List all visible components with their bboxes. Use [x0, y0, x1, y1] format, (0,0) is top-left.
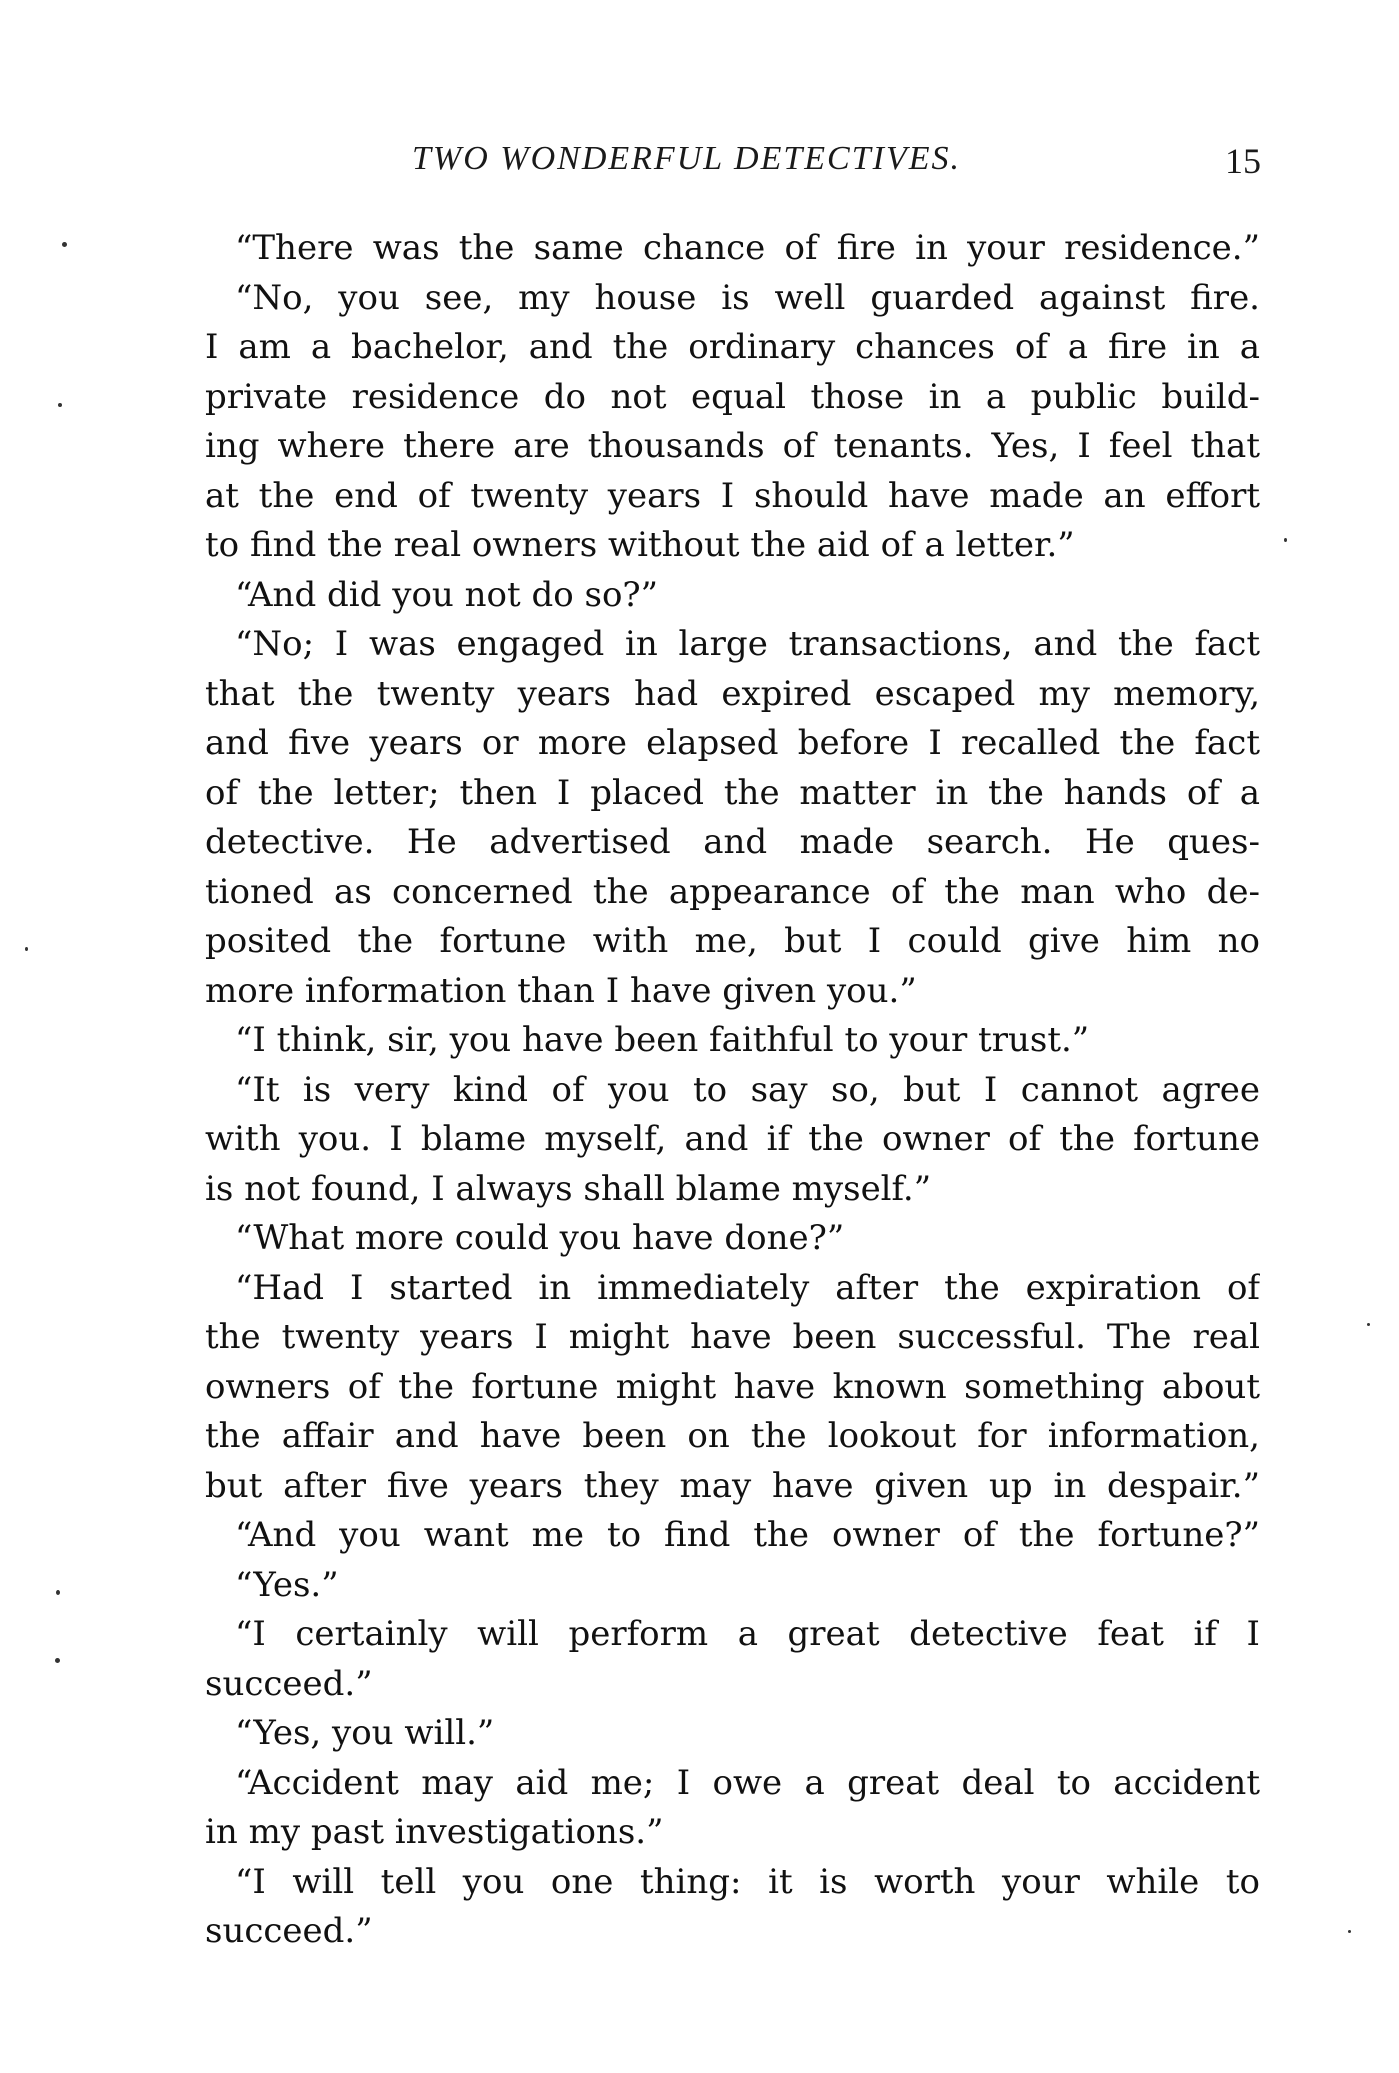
scan-speck [25, 947, 28, 951]
text-line: detective. He advertised and made search. He ques- [205, 822, 1260, 862]
text-line: that the twenty years had expired escaped my memory, [205, 673, 1260, 714]
text-line: the twenty years I might have been successful. The real [205, 1317, 1260, 1357]
text-line: “Yes, you will.” [235, 1713, 495, 1753]
text-line: “And did you not do so?” [235, 574, 659, 615]
text-line: succeed.” [205, 1663, 373, 1704]
text-line: “Accident may aid me; I owe a great deal to accident [235, 1762, 1260, 1803]
text-line: to find the real owners without the aid of a letter.” [205, 525, 1075, 565]
text-line: is not found, I always shall blame myself.” [205, 1168, 932, 1209]
scan-speck [55, 1658, 60, 1663]
text-line: “Had I started in immediately after the expiration of [235, 1267, 1260, 1308]
text-line: “No, you see, my house is well guarded against fire. [235, 277, 1260, 318]
scan-speck [1284, 538, 1287, 542]
scan-speck [62, 242, 67, 247]
text-line: succeed.” [205, 1911, 373, 1951]
text-line: and five years or more elapsed before I recalled the fact [205, 723, 1260, 763]
text-line: “Yes.” [235, 1564, 339, 1605]
scan-speck [56, 1590, 60, 1595]
text-line: the affair and have been on the lookout for information, [205, 1416, 1260, 1456]
text-line: in my past investigations.” [205, 1812, 664, 1852]
text-line: posited the fortune with me, but I could give him no [205, 921, 1260, 961]
text-line: “It is very kind of you to say so, but I cannot agree [235, 1069, 1260, 1110]
text-line: “There was the same chance of fire in your residence.” [235, 228, 1260, 268]
text-line: “What more could you have done?” [235, 1218, 845, 1258]
text-line: but after five years they may have given up in despair.” [205, 1465, 1260, 1506]
page-number: 15 [1225, 141, 1261, 181]
text-line: tioned as concerned the appearance of the man who de- [205, 871, 1260, 912]
scan-speck [58, 403, 62, 407]
text-line: of the letter; then I placed the matter in the hands of a [205, 772, 1260, 813]
text-line: “I will tell you one thing: it is worth your while to [235, 1861, 1260, 1902]
text-line: “And you want me to find the owner of the fortune?” [235, 1515, 1260, 1555]
text-line: with you. I blame myself, and if the owner of the fortune [205, 1119, 1260, 1159]
text-line: “No; I was engaged in large transactions, and the fact [235, 624, 1260, 664]
body-text [205, 224, 1260, 1957]
running-head: TWO WONDERFUL DETECTIVES. [412, 140, 961, 177]
text-line: I am a bachelor, and the ordinary chances of a fire in a [205, 327, 1260, 367]
scan-speck [1348, 1930, 1351, 1933]
text-line: “I certainly will perform a great detective feat if I [235, 1614, 1260, 1654]
text-line: more information than I have given you.” [205, 970, 917, 1011]
text-line: private residence do not equal those in a public build- [205, 376, 1260, 417]
text-line: owners of the fortune might have known something about [205, 1366, 1260, 1407]
text-line: “I think, sir, you have been faithful to your trust.” [235, 1020, 1090, 1060]
scan-speck [1367, 1323, 1370, 1326]
text-line: ing where there are thousands of tenants. Yes, I feel that [205, 426, 1260, 466]
text-line: at the end of twenty years I should have made an effort [205, 475, 1260, 516]
